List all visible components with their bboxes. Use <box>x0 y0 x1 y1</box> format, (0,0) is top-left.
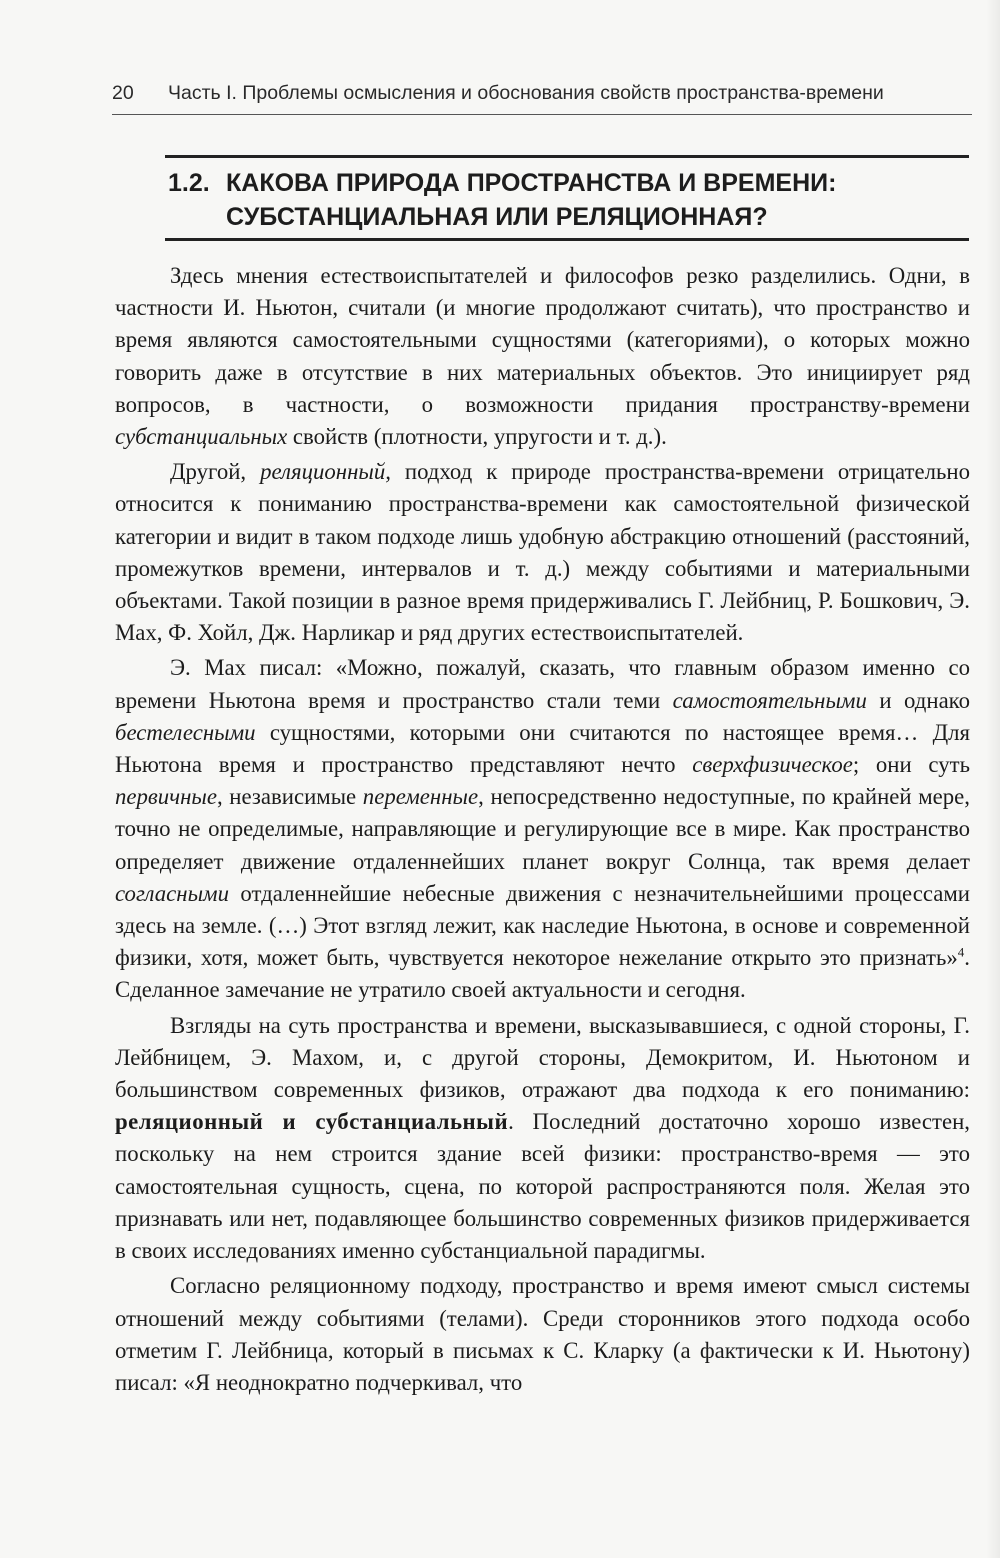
text-run: Другой, <box>170 459 261 485</box>
title-rule-bottom <box>165 238 969 241</box>
title-rule-top <box>165 155 969 158</box>
section-title <box>168 166 968 234</box>
body-text <box>115 260 970 1399</box>
italic-term: субстанциальных <box>115 424 288 450</box>
bold-term: реляционный и субстанциальный <box>115 1109 509 1135</box>
section-number: 1.2. <box>168 169 210 197</box>
text-run: Здесь мнения естествоиспытателей и философов резко разделились. Одни, в частности И. Ньютон, считали (и многие продолжают считать), что пространство и время являются самостоятельными сущностями (категориями), о которых можно говорить даже в отсутствие в них материальных объектов. Это инициирует ряд вопросов, в частности, о возможности придания пространству-времени <box>115 263 970 417</box>
paragraph-1 <box>115 260 970 453</box>
section-title-line2: СУБСТАНЦИАЛЬНАЯ ИЛИ РЕЛЯЦИОННАЯ? <box>226 203 768 231</box>
text-run: свойств (плотности, упругости и т. д.). <box>287 424 667 450</box>
footnote-marker[interactable]: 4 <box>957 944 965 960</box>
text-run: подход к природе пространства-времени отрицательно относится к пониманию пространства-времени как самостоятельной физической категории и видит в таком подходе лишь удобную абстракцию отношений (расстояний, промежутков времени, интервалов и т. д.) между событиями и материальными объектами. Такой позиции в разное время придерживались Г. Лейбниц, Р. Бошкович, Э. Мах, Ф. Хойл, Дж. Нарликар и ряд других естествоиспытателей. <box>115 459 971 646</box>
italic-term: бестелесными <box>115 719 256 745</box>
text-run: и однако <box>866 687 971 713</box>
text-run: . Сделанное замечание не утратило своей актуальности и сегодня. <box>115 945 970 1003</box>
italic-term: первичные <box>115 784 217 810</box>
italic-term: сверхфизическое <box>692 752 853 778</box>
text-run: сущностями, которыми они считаются по настоящее время… Для Ньютона время и пространство представляют нечто <box>115 719 970 778</box>
header-rule <box>112 114 972 115</box>
italic-term: реляционный, <box>260 459 391 485</box>
text-run: отдаленнейшие небесные движения с незначительнейшими процессами здесь на земле. (…) Этот взгляд лежит, как наследие Ньютона, в основе и современной физики, хотя, может быть, чувствуется некоторое нежелание открыто это признать» <box>115 880 970 971</box>
italic-term: самостоятельными <box>672 687 867 713</box>
text-run: Взгляды на суть пространства и времени, высказывавшиеся, с одной стороны, Г. Лейбницем, Э. Махом, и, с другой стороны, Демокритом, И. Ньютоном и большинством современных физиков, отражают два подхода к его пониманию: <box>115 1012 970 1103</box>
paragraph-4 <box>115 1010 970 1268</box>
text-run: ; они суть <box>852 752 970 778</box>
text-run: Э. Мах писал: «Можно, пожалуй, сказать, что главным образом именно со времени Ньютона время и пространство стали теми <box>115 655 970 713</box>
italic-term: согласными <box>115 880 229 906</box>
running-title: Часть I. Проблемы осмысления и обоснования свойств пространства-времени <box>168 82 884 104</box>
text-run: Согласно реляционному подходу, пространство и время имеют смысл системы отношений между событиями (телами). Среди сторонников этого подхода особо отметим Г. Лейбница, который в письмах к С. Кларку (а фактически к И. Ньютону) писал: «Я неоднократно подчеркивал, что <box>115 1273 970 1395</box>
paragraph-5 <box>115 1270 970 1399</box>
paragraph-2 <box>115 456 970 649</box>
section-title-line1: КАКОВА ПРИРОДА ПРОСТРАНСТВА И ВРЕМЕНИ: <box>226 169 837 197</box>
page-edge-shadow <box>986 0 1000 1558</box>
text-run: , непосредственно недоступные, по крайней мере, точно не определимые, направляющие и регулирующие все в мире. Как пространство определяет движение отдаленнейших планет вокруг Солнца, так время делает <box>115 784 970 874</box>
paragraph-3 <box>115 652 970 1006</box>
running-head <box>112 82 972 105</box>
page-number: 20 <box>112 82 134 104</box>
text-run: . Последний достаточно хорошо известен, поскольку на нем строится здание всей физики: пространство-время — это самостоятельная сущность, сцена, по которой распространяются поля. Желая это признавать или нет, подавляющее большинство современных физиков придерживается в своих исследованиях именно субстанциальной парадигмы. <box>115 1109 970 1264</box>
italic-term: переменные <box>362 784 479 810</box>
text-run: , независимые <box>216 784 363 810</box>
